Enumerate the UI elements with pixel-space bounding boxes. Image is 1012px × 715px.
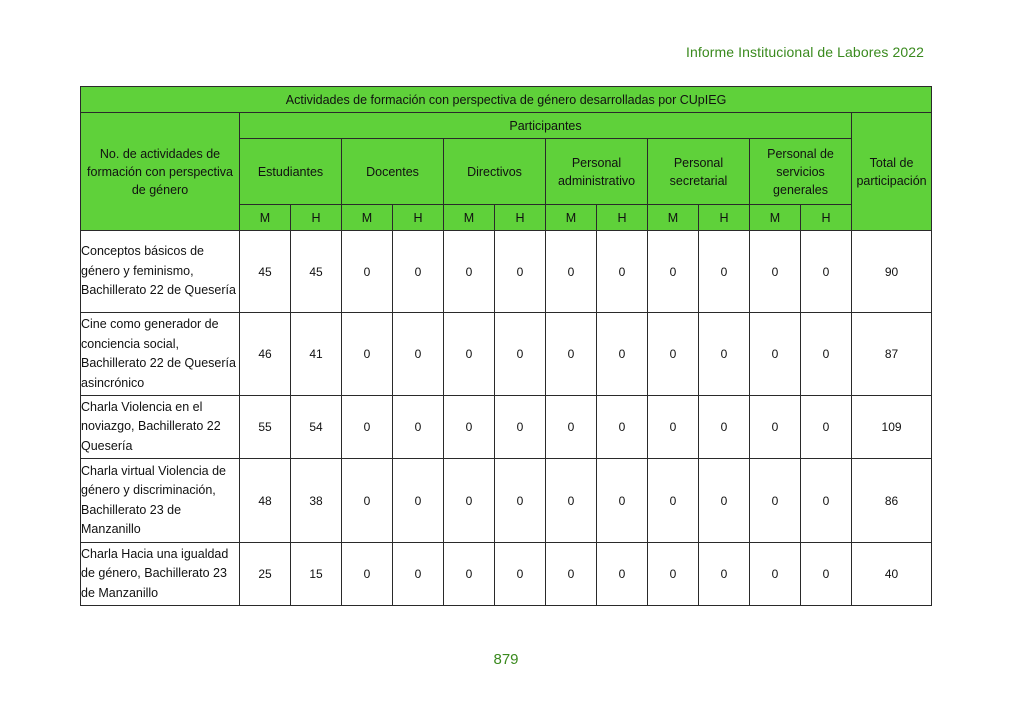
count-cell: 0 <box>648 231 699 313</box>
category-header-estudiantes: Estudiantes <box>240 139 342 205</box>
count-cell: 0 <box>750 313 801 396</box>
count-cell: 0 <box>597 543 648 606</box>
activity-cell: Charla Violencia en el noviazgo, Bachillerato 22 Quesería <box>81 396 240 459</box>
count-cell: 25 <box>240 543 291 606</box>
count-cell: 0 <box>699 231 750 313</box>
count-cell: 0 <box>648 313 699 396</box>
sub-header-m: M <box>750 205 801 231</box>
count-cell: 0 <box>393 231 444 313</box>
count-cell: 0 <box>393 543 444 606</box>
sub-header-h: H <box>801 205 852 231</box>
count-cell: 0 <box>597 313 648 396</box>
count-cell: 0 <box>750 543 801 606</box>
activity-column-header: No. de actividades de formación con perspectiva de género <box>81 113 240 231</box>
sub-header-h: H <box>495 205 546 231</box>
total-cell: 90 <box>852 231 932 313</box>
sub-header-m: M <box>648 205 699 231</box>
total-cell: 86 <box>852 459 932 543</box>
sub-header-h: H <box>291 205 342 231</box>
count-cell: 38 <box>291 459 342 543</box>
participants-header: Participantes <box>240 113 852 139</box>
count-cell: 0 <box>393 396 444 459</box>
count-cell: 0 <box>444 396 495 459</box>
count-cell: 0 <box>495 313 546 396</box>
report-header-title: Informe Institucional de Labores 2022 <box>686 44 924 60</box>
category-header-docentes: Docentes <box>342 139 444 205</box>
count-cell: 0 <box>546 231 597 313</box>
count-cell: 0 <box>699 396 750 459</box>
count-cell: 0 <box>495 543 546 606</box>
count-cell: 0 <box>801 396 852 459</box>
count-cell: 0 <box>648 459 699 543</box>
activities-table <box>80 86 932 606</box>
count-cell: 0 <box>801 313 852 396</box>
count-cell: 41 <box>291 313 342 396</box>
count-cell: 54 <box>291 396 342 459</box>
table-body <box>81 231 932 606</box>
count-cell: 0 <box>342 396 393 459</box>
table-row <box>81 313 932 396</box>
total-cell: 40 <box>852 543 932 606</box>
total-column-header: Total de participación <box>852 113 932 231</box>
table-row <box>81 543 932 606</box>
count-cell: 0 <box>648 543 699 606</box>
category-header-servicios: Personal de servicios generales <box>750 139 852 205</box>
sub-header-h: H <box>393 205 444 231</box>
category-header-administrativo: Personal administrativo <box>546 139 648 205</box>
count-cell: 0 <box>801 459 852 543</box>
count-cell: 0 <box>444 231 495 313</box>
count-cell: 0 <box>393 459 444 543</box>
sub-header-m: M <box>240 205 291 231</box>
count-cell: 0 <box>699 543 750 606</box>
count-cell: 15 <box>291 543 342 606</box>
sub-header-m: M <box>444 205 495 231</box>
count-cell: 0 <box>444 313 495 396</box>
count-cell: 0 <box>699 459 750 543</box>
category-header-directivos: Directivos <box>444 139 546 205</box>
count-cell: 0 <box>495 231 546 313</box>
count-cell: 0 <box>597 396 648 459</box>
count-cell: 0 <box>546 543 597 606</box>
count-cell: 0 <box>597 459 648 543</box>
table-row <box>81 459 932 543</box>
sub-header-m: M <box>546 205 597 231</box>
sub-header-h: H <box>699 205 750 231</box>
count-cell: 45 <box>291 231 342 313</box>
total-cell: 87 <box>852 313 932 396</box>
count-cell: 0 <box>699 313 750 396</box>
sub-header-m: M <box>342 205 393 231</box>
count-cell: 46 <box>240 313 291 396</box>
count-cell: 0 <box>546 459 597 543</box>
activity-cell: Conceptos básicos de género y feminismo, Bachillerato 22 de Quesería <box>81 231 240 313</box>
count-cell: 0 <box>393 313 444 396</box>
count-cell: 0 <box>750 459 801 543</box>
count-cell: 0 <box>750 396 801 459</box>
activity-cell: Cine como generador de conciencia social, Bachillerato 22 de Quesería asincrónico <box>81 313 240 396</box>
count-cell: 0 <box>597 231 648 313</box>
table-row <box>81 396 932 459</box>
count-cell: 0 <box>648 396 699 459</box>
count-cell: 45 <box>240 231 291 313</box>
activity-cell: Charla Hacia una igualdad de género, Bachillerato 23 de Manzanillo <box>81 543 240 606</box>
count-cell: 0 <box>495 459 546 543</box>
count-cell: 0 <box>750 231 801 313</box>
category-header-secretarial: Personal secretarial <box>648 139 750 205</box>
count-cell: 0 <box>342 543 393 606</box>
count-cell: 0 <box>801 231 852 313</box>
count-cell: 0 <box>495 396 546 459</box>
count-cell: 0 <box>801 543 852 606</box>
table-row <box>81 231 932 313</box>
page-number: 879 <box>493 651 519 668</box>
count-cell: 0 <box>342 313 393 396</box>
count-cell: 0 <box>342 459 393 543</box>
count-cell: 0 <box>342 231 393 313</box>
count-cell: 0 <box>444 459 495 543</box>
table-title: Actividades de formación con perspectiva de género desarrolladas por CUpIEG <box>81 87 932 113</box>
count-cell: 0 <box>546 396 597 459</box>
count-cell: 48 <box>240 459 291 543</box>
count-cell: 0 <box>546 313 597 396</box>
activity-cell: Charla virtual Violencia de género y discriminación, Bachillerato 23 de Manzanillo <box>81 459 240 543</box>
total-cell: 109 <box>852 396 932 459</box>
sub-header-h: H <box>597 205 648 231</box>
count-cell: 55 <box>240 396 291 459</box>
count-cell: 0 <box>444 543 495 606</box>
